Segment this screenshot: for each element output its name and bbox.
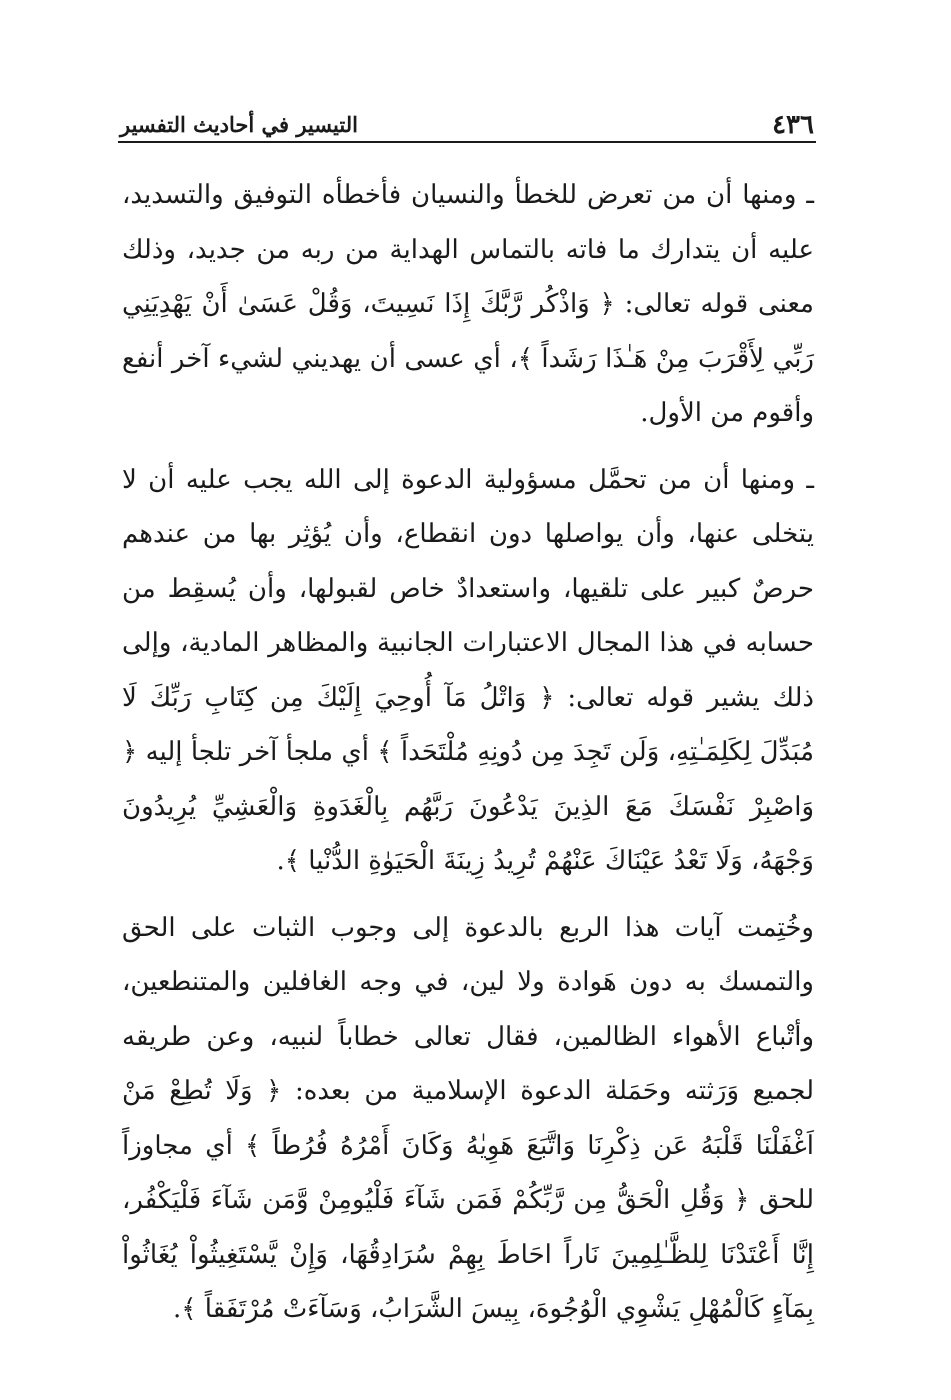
page-header — [120, 104, 814, 140]
running-title: التيسير في أحاديث التفسير — [120, 112, 358, 137]
page-body — [122, 168, 814, 1337]
paragraph-2: ـ ومنها أن من تحمَّل مسؤولية الدعوة إلى الله يجب عليه أن لا يتخلى عنها، وأن يواصلها دون انقطاع، وأن يُؤثِر بها من عندهم حرصٌ كبير على تلقيها، واستعدادٌ خاص لقبولها، وأن يُسقِط من حسابه في هذا المجال الاعتبارات الجانبية والمظاهر المادية، وإلى ذلك يشير قوله تعالى: ﴿ وَاتْلُ مَآ أُوحِيَ إِلَيْكَ مِن كِتَابِ رَبِّكَ لَا مُبَدِّلَ لِكَلِمَـٰتِهِ، وَلَن تَجِدَ مِن دُونِهِ مُلْتَحَداً ﴾ أي ملجأ آخر تلجأ إليه ﴿ وَاصْبِرْ نَفْسَكَ مَعَ الذِينَ يَدْعُونَ رَبَّهُم بِالْغَدَوةِ وَالْعَشِيِّ يُرِيدُونَ وَجْهَهُ، وَلَا تَعْدُ عَيْنَاكَ عَنْهُمْ تُرِيدُ زِينَةَ الْحَيَوٰةِ الدُّنْيا ﴾. — [122, 464, 814, 876]
page-number: ٤٣٦ — [772, 110, 814, 140]
paragraph-3: وخُتِمت آيات هذا الربع بالدعوة إلى وجوب الثبات على الحق والتمسك به دون هَوادة ولا لين، في وجه الغافلين والمتنطعين، وأتْباع الأهواء الظالمين، فقال تعالى خطاباً لنبيه، وعن طريقه لجميع وَرَثته وحَمَلة الدعوة الإسلامية من بعده: ﴿ وَلَا تُطِعْ مَنْ اَغْفَلْنَا قَلْبَهُ عَن ذِكْرِنَا وَاتَّبَعَ هَوِيٰهُ وَكَانَ أَمْرُهُ فُرُطاً ﴾ أي مجاوزاً للحق ﴿ وَقُلِ الْحَقُّ مِن رَّبِّكُمْ فَمَن شَآءَ فَلْيُومِنْ وَّمَن شَآءَ فَلْيَكْفُر، إِنَّا أَعْتَدْنَا لِلظَّـٰلِمِينَ نَاراً احَاطَ بِهِمْ سُرَادِقُهَا، وَإِنْ يَّسْتَغِيثُواْ يُغَاثُواْ بِمَآءٍ كَالْمُهْلِ يَشْوِي الْوُجُوهَ، بِيسَ الشَّرَابُ، وَسَآءَتْ مُرْتَفَقاً ﴾. — [122, 912, 814, 1324]
paragraph-1: ـ ومنها أن من تعرض للخطأ والنسيان فأخطأه التوفيق والتسديد، عليه أن يتدارك ما فاته بالتماس الهداية من ربه من جديد، وذلك معنى قوله تعالى: ﴿ وَاذْكُر رَّبَّكَ إِذَا نَسِيتَ، وَقُلْ عَسَىٰ أَنْ يَهْدِيَنِي رَبِّي لِأَقْرَبَ مِنْ هَـٰذَا رَشَداً ﴾، أي عسى أن يهديني لشيء آخر أنفع وأقوم من الأول. — [122, 180, 814, 428]
header-divider — [118, 141, 816, 143]
